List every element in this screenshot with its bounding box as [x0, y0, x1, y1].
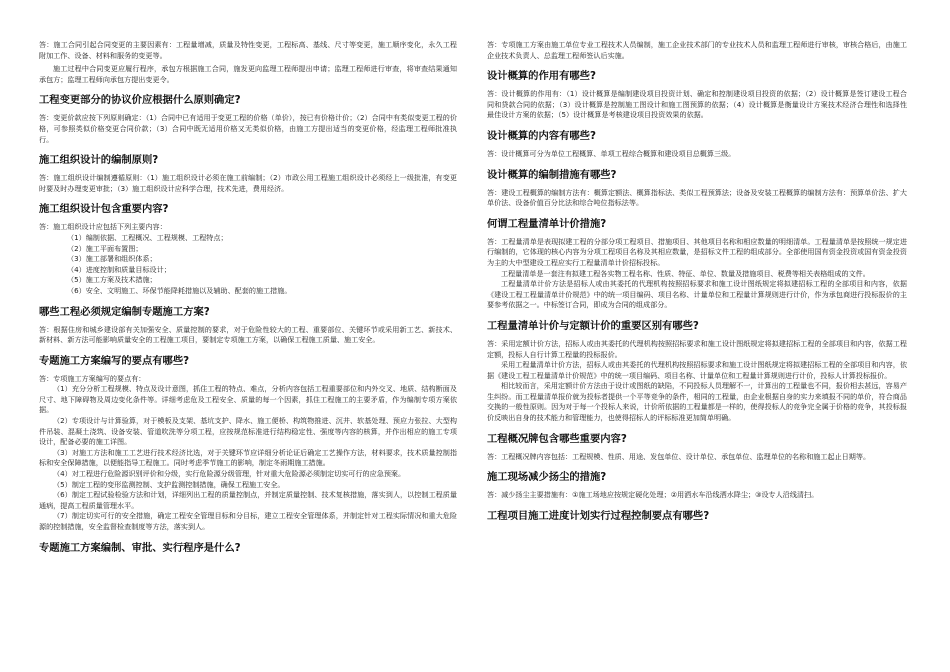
list-item: （5）施工方案及技术措施；	[67, 275, 157, 285]
section-heading: 工程项目施工进度计划实行过程控制要点有哪些?	[487, 509, 710, 522]
paragraph: （1）充分分析工程规模、特点及设计意图，抓住工程的特点、难点，分析内容包括工程重要部位和内外交叉、地质、结构断面及尺寸、地下障碍物及周边变化条件等。详细考虑危及工程安全、质量的每一个因素，抓住工程施工的主要矛盾，作为编制专项方案依据。	[39, 384, 457, 415]
paragraph: 答：变更价款应按下列原则确定：（1）合同中已有适用于变更工程的价格（单价），按已有价格计价；（2）合同中有类似变更工程的价格，可参照类似价格变更合同价款；（3）合同中既无适用价格又无类似价格，由施工方提出适当的变更价格，经监理工程师批准执行。	[39, 113, 457, 144]
paragraph: 答：施工组织设计编制遵循原则：（1）施工组织设计必须在施工前编制；（2）市政公用工程施工组织设计必须经上一级批准，有变更时要及时办理变更审批；（3）施工组织设计应科学合理，技术先进，费用经济。	[39, 173, 457, 193]
paragraph: 答：施工组织设计应包括下列主要内容：	[39, 222, 167, 232]
paragraph: 答：采用定额计价方法，招标人或由其委托的代理机构按照招标要求和施工设计图纸规定将拟建招标工程的全部项目和内容，依据工程定额，投标人自行计算工程量的投标报价。	[487, 338, 907, 359]
paragraph: 采用工程量清单计价方法，招标人或由其委托的代理机构按照招标要求和施工设计图纸规定将拟建招标工程的全部项目和内容，依据《建设工程工程量清单计价规范》中的统一项目编码、项目名称、计量单位和工程量计算规则进行计价，投标人计算投标报价。	[487, 360, 907, 380]
paragraph: （4）对工程进行危险源识别评价和分级，实行危险源分级管理，针对重大危险源必须制定切实可行的应急预案。	[53, 469, 406, 479]
paragraph: 答：根据住房和城乡建设部有关加强安全、质量控制的要求，对于危险性较大的工程、重要部位、关键环节或采用新工艺、新技术、新材料、新方法可能影响质量安全的工程施工项目，要制定专项施工方案，以确保工程施工质量、施工安全。	[39, 324, 457, 345]
paragraph: （2）专项设计与计算验算，对于模板及支架、基坑支护、降水、施工便桥、构筑物推进、沉井、软基处理、预应力张拉、大型构件吊装、混凝土浇筑、设备安装、管道吹洗等分项工程，应按规范标准进行结构稳定性、强度等内容的核算，并作出相应的施工专项设计，配备必要的施工详图。	[39, 416, 457, 447]
paragraph: （3）对施工方法和施工工艺进行技术经济比选，对于关键环节应详细分析论证后确定工艺操作方法，材料要求，技术质量控制指标和安全保障措施，以便能指导工程施工。同时考虑季节施工的影响，制定冬雨期施工措施。	[39, 447, 457, 468]
paragraph: 答：专项施工方案由施工单位专业工程技术人员编制，施工企业技术部门的专业技术人员和监理工程师进行审核，审核合格后，由施工企业技术负责人、总监理工程师签认后实施。	[487, 40, 907, 60]
paragraph: 答：工程量清单是表现拟建工程的分部分项工程项目、措施项目、其他项目名称和相应数量的明细清单。工程量清单是按照统一规定进行编制的，它体现的核心内容为分项工程项目名称及其相应数量，是招标文件工程的组成部分。全部使用国有资金投资或国有资金投资为主的大中型建设工程应实行工程量清单计价招标投标。	[487, 236, 907, 267]
paragraph: 答：施工合同引起合同变更的主要因素有：工程量增减，质量及特性变更，工程标高、基线、尺寸等变更，施工顺序变化，永久工程附加工作、设备、材料和服务的变更等。	[39, 40, 457, 60]
paragraph: （7）制定切实可行的安全措施，确定工程安全管理目标和分目标，建立工程安全管理体系，并制定针对工程实际情况和重大危险源的控制措施，安全监督检查制度等方法，落实到人。	[39, 511, 457, 531]
section-heading: 哪些工程必须规定编制专题施工方案?	[39, 305, 210, 318]
paragraph: 答：设计概算的作用有：（1）设计概算是编制建设项目投资计划、确定和控制建设项目投资的依据；（2）设计概算是签订建设工程合同和贷款合同的依据；（3）设计概算是控制施工图设计和施工图预算的依据；（4）设计概算是衡量设计方案技术经济合理性和选择性最佳设计方案的依据；（5）设计概算是考核建设项目投资效果的依据。	[487, 89, 907, 120]
paragraph: 答：建设工程概算的编制方法有：概算定额法、概算指标法、类似工程预算法；设备及安装工程概算的编制方法有：预算单价法、扩大单价法、设备价值百分比法和综合吨位指标法等。	[487, 187, 907, 208]
paragraph: 施工过程中合同变更应履行程序，承包方根据施工合同，施发更向监理工程师提出申请；监理工程师进行审查，将审查结果通知承包方；监理工程师向承包方提出变更令。	[39, 64, 457, 84]
section-heading: 工程变更部分的协议价应根据什么原则确定?	[39, 94, 241, 107]
list-item: （1）编制依据、工程概况、工程规模、工程特点；	[67, 232, 228, 242]
section-heading: 施工组织设计包含重要内容?	[39, 203, 169, 216]
paragraph: 答：工程概况牌内容包括：工程规模、性质、用途、发包单位、设计单位、承包单位、监理单位的名称和施工起止日期等。	[487, 451, 871, 461]
list-item: （4）进度控制和质量目标设计；	[67, 264, 171, 274]
paragraph: 答：减少扬尘主要措施有：①施工场地应按规定硬化处理；②用洒水车沿线洒水降尘；③设专人沿线清扫。	[487, 490, 819, 500]
section-heading: 设计概算的编制措施有哪些?	[487, 168, 617, 181]
section-heading: 何谓工程量清单计价措施?	[487, 217, 607, 230]
list-item: （2）施工平面布置图；	[67, 243, 143, 253]
section-heading: 专题施工方案编写的要点有哪些?	[39, 354, 190, 367]
right-column	[487, 40, 907, 529]
paragraph: （6）制定工程试验检验方法和计划，详细列出工程的质量控制点，并制定质量控制、技术复核措施，落实到人，以控制工程质量通病，提高工程质量管理水平。	[39, 490, 457, 510]
paragraph: 工程量清单是一套注有拟建工程各实物工程名称、性质、特征、单位、数量及措施项目、税费等相关表格组成的文件。	[501, 268, 870, 278]
left-column	[39, 40, 457, 561]
section-heading: 工程概况牌包含哪些重要内容?	[487, 432, 627, 445]
list-item: （6）安全、文明施工、环保节能降耗措施以及辅助、配套的施工措施。	[67, 285, 292, 295]
section-heading: 工程量清单计价与定额计价的重要区别有哪些?	[487, 319, 699, 332]
paragraph: 工程量清单计价方法是招标人或由其委托的代理机构按照招标要求和施工设计图纸规定将拟建招标工程的全部项目和内容，依据《建设工程工程量清单计价规范》中的统一项目编码、项目名称、计量单位和工程量计算规则进行计价，作为承包商进行投标报价的主要参考依据之一。中标签订合同，即成为合同的组成部分。	[487, 279, 907, 310]
section-heading: 施工组织设计的编制原则?	[39, 154, 159, 167]
paragraph: 答：专项施工方案编写的要点有：	[39, 373, 146, 383]
section-heading: 设计概算的内容有哪些?	[487, 129, 596, 142]
paragraph: 答：设计概算可分为单位工程概算、单项工程综合概算和建设项目总概算三级。	[487, 148, 736, 158]
section-heading: 施工现场减少扬尘的措施?	[487, 471, 607, 484]
section-heading: 专题施工方案编制、审批、实行程序是什么?	[39, 541, 241, 554]
list-item: （3）施工部署和组织体系；	[67, 254, 157, 264]
paragraph: （5）制定工程的变形监测控制、支护监测控制措施，确保工程施工安全。	[53, 479, 285, 489]
paragraph: 相比较而言，采用定额计价方法由于设计或图纸的缺陷，不同投标人员理解不一，计算出的工程量也不同，报价相去甚远，容易产生纠纷。而工程量清单报价就为投标者提供一个平等竞争的条件，相同的工程量，由企业根据自身的实力来填报不同的单价，符合商品交换的一般性原则。因为对于每一个投标人来说，计价所依据的工程量都是一样的，使得投标人的竞争完全属于价格的竞争，其投标报价反映出自身的技术能力和管理能力，也使得招标人的评标标准更加简单明确。	[487, 381, 907, 423]
section-heading: 设计概算的作用有哪些?	[487, 70, 596, 83]
